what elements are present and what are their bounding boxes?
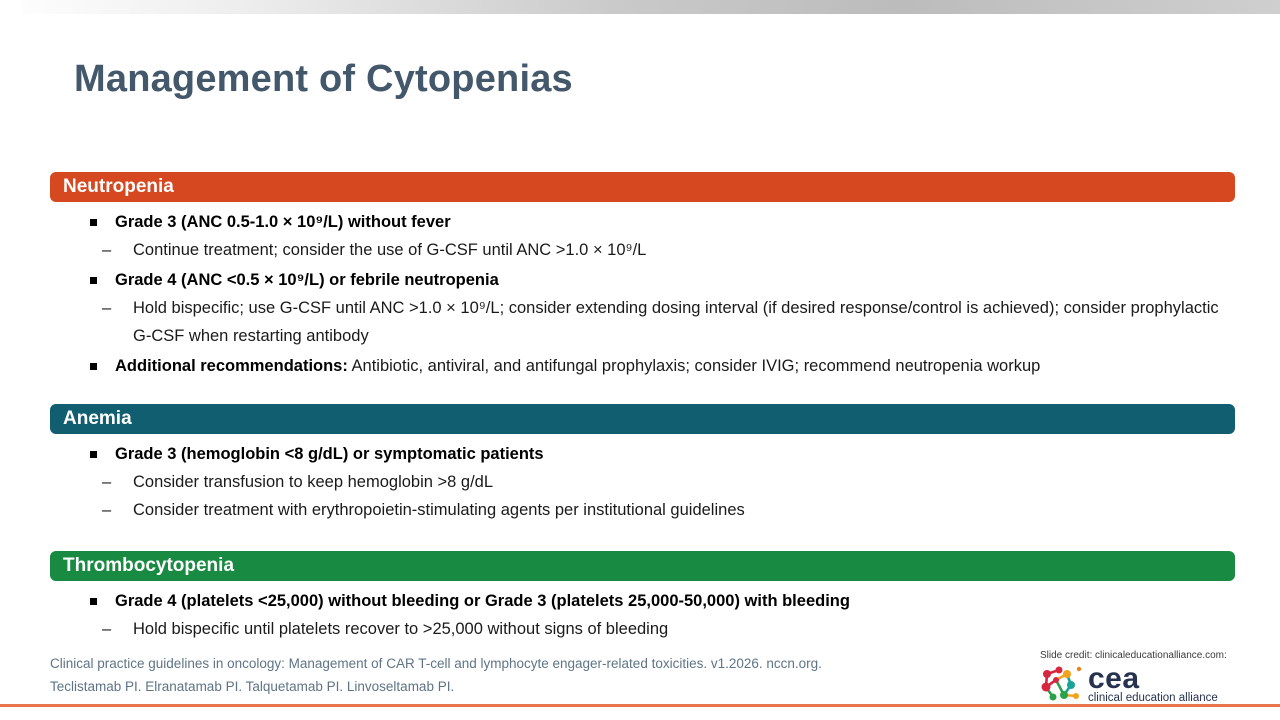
bullet-item (50, 440, 1235, 468)
section-header-thrombocytopenia: Thrombocytopenia (50, 551, 1235, 581)
sub-bullet-item (50, 468, 1235, 496)
cea-logo-text (1088, 661, 1218, 704)
bullet-text: Grade 3 (ANC 0.5-1.0 × 10⁹/L) without fever (115, 213, 451, 231)
citation-line-1: Clinical practice guidelines in oncology: Management of CAR T-cell and lymphocyte engager-related toxicities. v1.2026. nccn.org. (50, 656, 822, 671)
slide-credit-label: Slide credit: clinicaleducationalliance.com: (1040, 650, 1227, 661)
dash-bullet-icon: – (102, 299, 112, 317)
dash-bullet-icon: – (102, 501, 112, 519)
cea-logo (1040, 661, 1227, 705)
sub-bullet-text: Consider transfusion to keep hemoglobin >8 g/dL (133, 473, 494, 491)
square-bullet-icon (90, 277, 97, 284)
sub-bullet-text: Consider treatment with erythropoietin-stimulating agents per institutional guidelines (133, 501, 745, 519)
bullet-item (50, 208, 1235, 236)
bullet-text: Grade 4 (platelets <25,000) without bleeding or Grade 3 (platelets 25,000-50,000) with bleeding (115, 592, 850, 610)
dash-bullet-icon: – (102, 620, 112, 638)
cea-wordmark: cea (1088, 661, 1140, 695)
top-gradient-bar (22, 0, 1280, 14)
square-bullet-icon (90, 219, 97, 226)
bullet-text: Grade 4 (ANC <0.5 × 10⁹/L) or febrile neutropenia (115, 271, 499, 289)
section-anemia (50, 404, 1235, 524)
square-bullet-icon (90, 451, 97, 458)
sub-bullet-item (50, 236, 1235, 264)
sub-bullet-text: Continue treatment; consider the use of G-CSF until ANC >1.0 × 10⁹/L (133, 241, 647, 259)
citation-footer (50, 653, 822, 698)
section-thrombocytopenia (50, 551, 1235, 643)
sub-bullet-item (50, 496, 1235, 524)
sub-bullet-text: Hold bispecific until platelets recover to >25,000 without signs of bleeding (133, 620, 669, 638)
sub-bullet-item (50, 615, 1235, 643)
dash-bullet-icon: – (102, 241, 112, 259)
page-title: Management of Cytopenias (74, 58, 573, 100)
section-header-anemia: Anemia (50, 404, 1235, 434)
slide-credit-block (1040, 650, 1227, 705)
square-bullet-icon (90, 598, 97, 605)
bullet-text: Grade 3 (hemoglobin <8 g/dL) or symptomatic patients (115, 445, 544, 463)
section-neutropenia (50, 172, 1235, 380)
dash-bullet-icon: – (102, 473, 112, 491)
bullet-text: Additional recommendations: Antibiotic, antiviral, and antifungal prophylaxis; consider IVIG; recommend neutropenia workup (115, 357, 1041, 375)
bullet-item (50, 587, 1235, 615)
cea-tagline: clinical education alliance (1088, 691, 1218, 704)
bullet-item (50, 266, 1235, 294)
citation-line-2: Teclistamab PI. Elranatamab PI. Talquetamab PI. Linvoseltamab PI. (50, 678, 455, 694)
bullet-item (50, 352, 1235, 380)
section-header-neutropenia: Neutropenia (50, 172, 1235, 202)
slide-content (50, 172, 1235, 643)
square-bullet-icon (90, 363, 97, 370)
cea-logo-icon (1040, 665, 1082, 705)
sub-bullet-text: Hold bispecific; use G-CSF until ANC >1.0 × 10⁹/L; consider extending dosing interval (if desired response/control is achieved); consider prophylactic G-CSF when restarting antibody (133, 299, 1219, 345)
sub-bullet-item (50, 294, 1235, 350)
